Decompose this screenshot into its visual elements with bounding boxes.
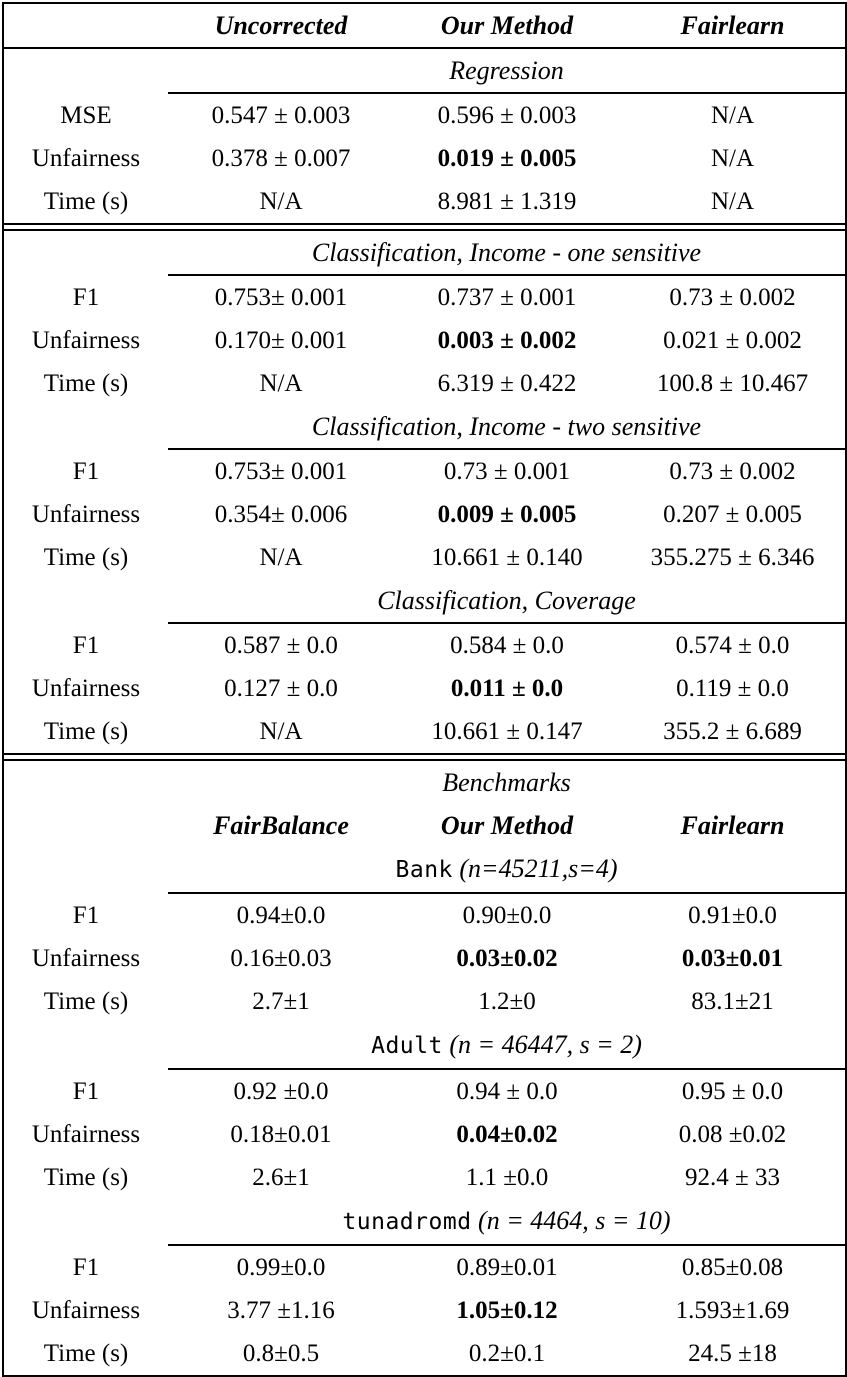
- dataset-params: (n = 46447, s = 2): [442, 1030, 642, 1059]
- data-cell: 1.593±1.69: [675, 1297, 790, 1324]
- data-cell: 0.011 ± 0.0: [450, 675, 564, 702]
- data-cell: 0.737 ± 0.001: [437, 284, 577, 311]
- data-cell: N/A: [259, 544, 303, 571]
- data-cell: 92.4 ± 33: [685, 1164, 780, 1191]
- row-label: F1: [72, 1078, 100, 1105]
- caption-gutter: [3, 405, 168, 448]
- section-caption: Classification, Coverage: [377, 586, 636, 615]
- table-row: [3, 1156, 846, 1199]
- data-cell: 0.03±0.02: [456, 945, 558, 972]
- table-row: [3, 536, 846, 579]
- row-label: Unfairness: [31, 145, 141, 172]
- table-row: [3, 493, 846, 536]
- data-cell: 0.04±0.02: [456, 1121, 558, 1148]
- data-cell: 0.85±0.08: [681, 1254, 784, 1281]
- data-cell: 0.170± 0.001: [214, 327, 348, 354]
- data-cell: N/A: [259, 718, 303, 745]
- data-cell: N/A: [710, 145, 755, 172]
- row-label: F1: [72, 632, 100, 659]
- data-cell: 0.94 ± 0.0: [456, 1078, 558, 1105]
- data-cell: 0.95 ± 0.0: [681, 1078, 784, 1105]
- data-cell: 0.16±0.03: [230, 945, 332, 972]
- row-label: Time (s): [43, 718, 129, 745]
- data-cell: 0.127 ± 0.0: [224, 675, 338, 702]
- column-header: Our Method: [394, 3, 620, 48]
- table-row: [3, 319, 846, 362]
- data-cell: 0.91±0.0: [688, 902, 777, 929]
- data-cell: 0.021 ± 0.002: [663, 327, 802, 354]
- caption-gutter: [3, 579, 168, 622]
- dataset-caption: [168, 1199, 846, 1244]
- dataset-caption: [168, 1023, 846, 1068]
- section-caption-row: [3, 405, 846, 448]
- data-cell: 2.6±1: [252, 1164, 310, 1191]
- caption-gutter: [3, 48, 168, 92]
- data-cell: N/A: [710, 102, 755, 129]
- dataset-name: Bank: [395, 857, 453, 883]
- data-cell: 0.08 ±0.02: [678, 1121, 787, 1148]
- dataset-name: tunadromd: [342, 1209, 472, 1235]
- table-row: [3, 276, 846, 319]
- caption-gutter: [3, 1023, 168, 1068]
- data-cell: 1.1 ±0.0: [465, 1164, 549, 1191]
- data-cell: 83.1±21: [691, 988, 774, 1015]
- table-header-row: [3, 3, 846, 48]
- caption-gutter: [3, 230, 168, 274]
- column-header: Fairlearn: [620, 3, 846, 48]
- data-cell: 24.5 ±18: [688, 1340, 777, 1367]
- table-row: [3, 362, 846, 405]
- data-cell: 0.003 ± 0.002: [437, 327, 577, 354]
- data-cell: 0.587 ± 0.0: [224, 632, 338, 659]
- data-cell: 0.574 ± 0.0: [675, 632, 790, 659]
- data-cell: 0.99±0.0: [236, 1254, 326, 1281]
- dataset-caption-row: [3, 847, 846, 892]
- table-row: [3, 450, 846, 493]
- row-label: Unfairness: [31, 1297, 141, 1324]
- data-cell: 100.8 ± 10.467: [656, 370, 809, 397]
- data-cell: 2.7±1: [252, 988, 310, 1015]
- corner-cell: [3, 3, 168, 48]
- dataset-params: (n = 4464, s = 10): [471, 1206, 671, 1235]
- data-cell: 0.89±0.01: [456, 1254, 558, 1281]
- row-label: F1: [72, 458, 100, 485]
- table-row: [3, 1332, 846, 1376]
- data-cell: 0.753± 0.001: [214, 284, 348, 311]
- row-label: Time (s): [43, 1164, 129, 1191]
- benchmarks-caption: Benchmarks: [442, 768, 571, 797]
- column-header: FairBalance: [213, 811, 349, 840]
- column-header: Our Method: [440, 811, 574, 840]
- data-cell: 1.05±0.12: [456, 1297, 558, 1324]
- table-row: [3, 1113, 846, 1156]
- row-label: Time (s): [43, 988, 129, 1015]
- corner-cell: [3, 804, 168, 847]
- section-caption: Regression: [449, 56, 564, 85]
- row-label: MSE: [60, 102, 112, 129]
- row-label: Unfairness: [31, 945, 141, 972]
- data-cell: 0.92 ±0.0: [233, 1078, 329, 1105]
- row-label: Unfairness: [31, 501, 141, 528]
- data-cell: 0.94±0.0: [236, 902, 326, 929]
- row-label: Time (s): [43, 370, 129, 397]
- table-row: [3, 710, 846, 754]
- data-cell: 6.319 ± 0.422: [437, 370, 577, 397]
- data-cell: 0.119 ± 0.0: [676, 675, 789, 702]
- data-cell: 0.2±0.1: [468, 1340, 546, 1367]
- data-cell: 0.019 ± 0.005: [437, 145, 577, 172]
- table-row: [3, 1246, 846, 1289]
- data-cell: 0.009 ± 0.005: [437, 501, 577, 528]
- benchmarks-caption-row: [3, 760, 846, 804]
- data-cell: N/A: [710, 188, 755, 215]
- caption-gutter: [3, 847, 168, 892]
- caption-gutter: [3, 1199, 168, 1244]
- row-label: F1: [72, 1254, 100, 1281]
- dataset-name: Adult: [371, 1033, 443, 1059]
- data-cell: 0.8±0.5: [242, 1340, 320, 1367]
- row-label: Unfairness: [31, 675, 141, 702]
- results-table: [2, 2, 847, 1377]
- data-cell: N/A: [259, 370, 303, 397]
- data-cell: 3.77 ±1.16: [227, 1297, 335, 1324]
- table-row: [3, 937, 846, 980]
- column-header: Fairlearn: [680, 811, 785, 840]
- data-cell: 0.378 ± 0.007: [211, 145, 351, 172]
- row-label: Time (s): [43, 1340, 129, 1367]
- results-table-figure: [0, 2, 847, 1367]
- dataset-caption: [168, 847, 846, 892]
- data-cell: 0.207 ± 0.005: [663, 501, 802, 528]
- benchmarks-header-row: [3, 804, 846, 847]
- section-caption-row: [3, 48, 846, 92]
- data-cell: 0.90±0.0: [462, 902, 552, 929]
- table-row: [3, 1289, 846, 1332]
- data-cell: 0.73 ± 0.001: [443, 458, 571, 485]
- section-caption-row: [3, 230, 846, 274]
- data-cell: 0.547 ± 0.003: [211, 102, 351, 129]
- caption-gutter: [3, 760, 168, 804]
- row-label: Time (s): [43, 188, 129, 215]
- section-caption: Classification, Income - one sensitive: [311, 238, 702, 267]
- table-row: [3, 624, 846, 667]
- table-row: [3, 1070, 846, 1113]
- table-row: [3, 137, 846, 180]
- data-cell: 0.18±0.01: [230, 1121, 332, 1148]
- table-row: [3, 180, 846, 224]
- row-label: Unfairness: [31, 327, 141, 354]
- section-caption-row: [3, 579, 846, 622]
- data-cell: 10.661 ± 0.140: [431, 544, 583, 571]
- data-cell: 0.584 ± 0.0: [450, 632, 564, 659]
- data-cell: 0.03±0.01: [681, 945, 784, 972]
- row-label: F1: [72, 902, 100, 929]
- row-label: Time (s): [43, 544, 129, 571]
- dataset-params: (n=45211,s=4): [452, 854, 618, 883]
- section-caption: Classification, Income - two sensitive: [311, 412, 702, 441]
- data-cell: 0.73 ± 0.002: [669, 284, 796, 311]
- data-cell: 10.661 ± 0.147: [431, 718, 583, 745]
- table-row: [3, 667, 846, 710]
- table-row: [3, 94, 846, 137]
- data-cell: 0.354± 0.006: [214, 501, 348, 528]
- data-cell: 0.596 ± 0.003: [437, 102, 577, 129]
- column-header: Uncorrected: [168, 3, 394, 48]
- table-row: [3, 980, 846, 1023]
- data-cell: 0.73 ± 0.002: [669, 458, 796, 485]
- data-cell: 355.2 ± 6.689: [663, 718, 802, 745]
- data-cell: 355.275 ± 6.346: [650, 544, 815, 571]
- data-cell: 0.753± 0.001: [214, 458, 348, 485]
- table-row: [3, 894, 846, 937]
- dataset-caption-row: [3, 1199, 846, 1244]
- dataset-caption-row: [3, 1023, 846, 1068]
- data-cell: 1.2±0: [478, 988, 536, 1015]
- data-cell: 8.981 ± 1.319: [437, 188, 577, 215]
- row-label: Unfairness: [31, 1121, 141, 1148]
- row-label: F1: [72, 284, 100, 311]
- data-cell: N/A: [259, 188, 303, 215]
